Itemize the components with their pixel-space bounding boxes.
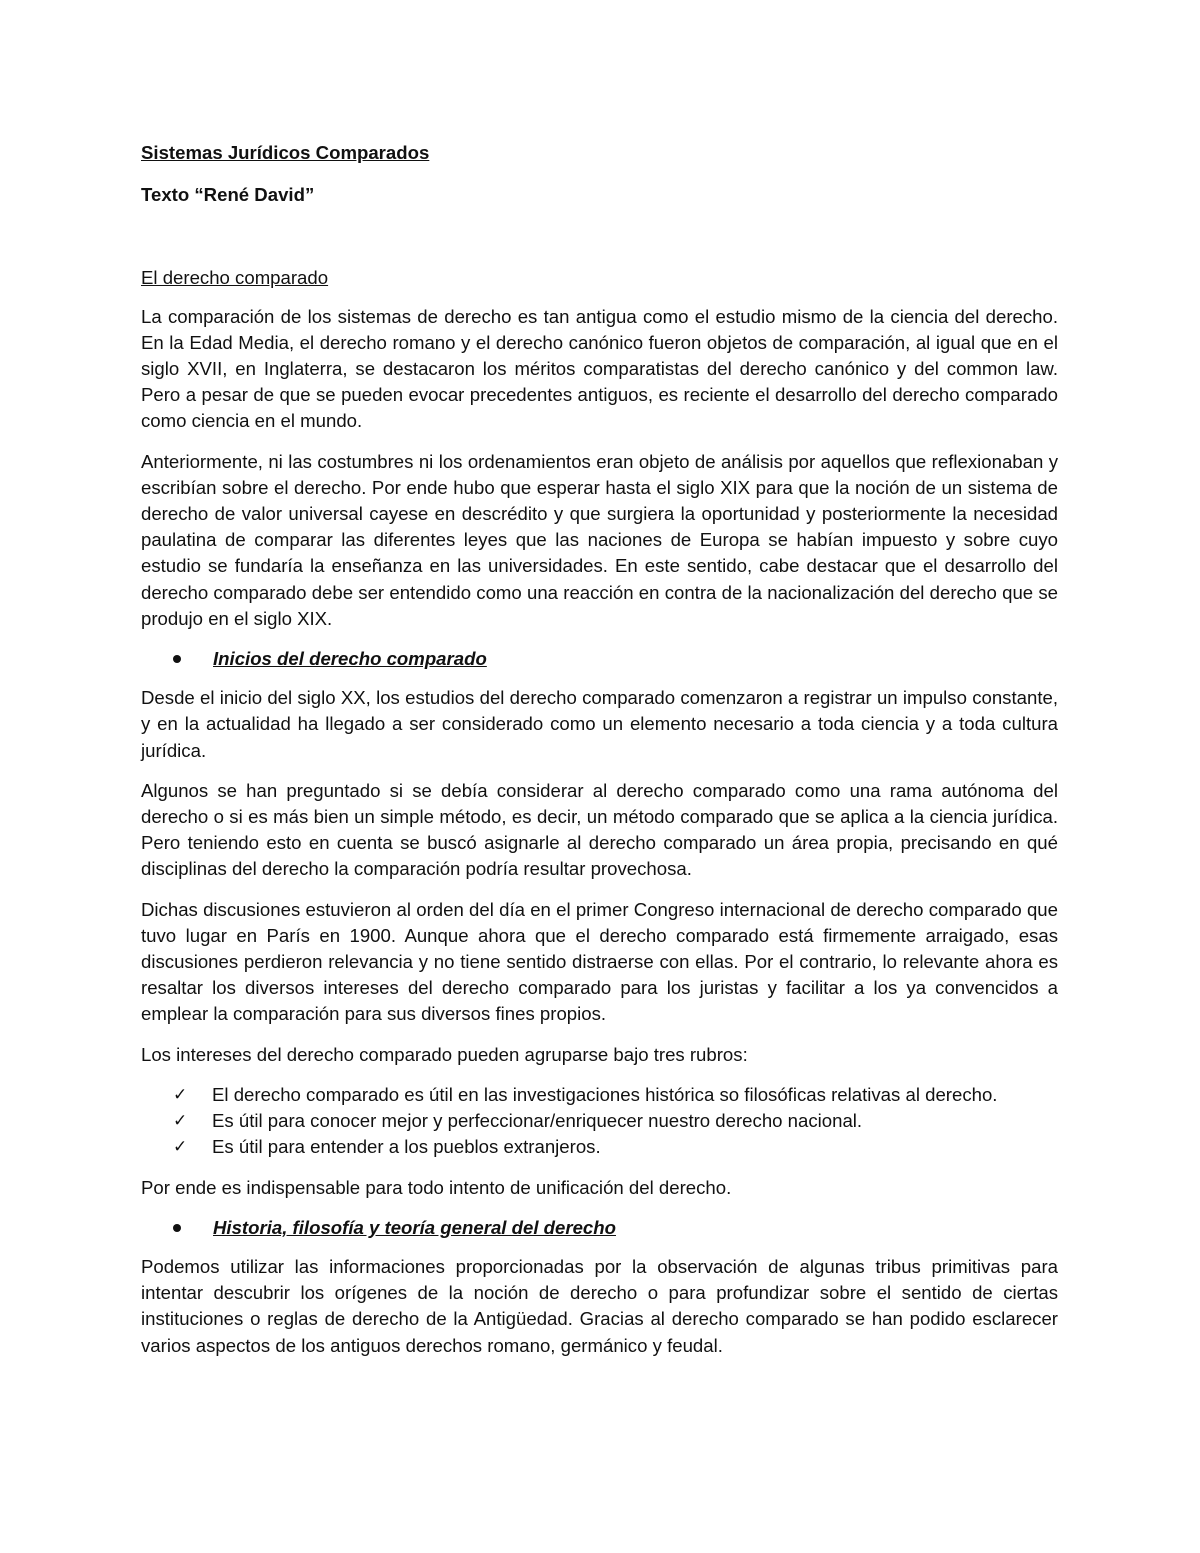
bullet-heading-label: Inicios del derecho comparado [213,648,487,670]
checkmark-icon: ✓ [173,1084,188,1105]
document-page [141,140,1058,1373]
bullet-heading-label: Historia, filosofía y teoría general del derecho [213,1216,616,1238]
paragraph: Los intereses del derecho comparado pueden agruparse bajo tres rubros: [141,1043,748,1065]
paragraph: Podemos utilizar las informaciones proporcionadas por la observación de algunas tribus primitivas para intentar descubrir los orígenes de la noción de derecho o para profundizar sobre el sentido de ciertas instituciones o reglas de derecho de la Antigüedad. Gracias al derecho comparado se han podido esclarecer varios aspectos de los antiguos derechos romano, germánico y feudal. [141,1255,1058,1356]
bullet-dot-icon [173,1224,181,1232]
document-subtitle: Texto “René David” [141,184,315,206]
checkmark-icon: ✓ [173,1111,188,1132]
bullet-heading-historia [141,1215,1058,1241]
check-item-text: El derecho comparado es útil en las investigaciones histórica so filosóficas relativas al derecho. [212,1083,998,1105]
check-list-item [141,1134,1058,1160]
checkmark-icon: ✓ [173,1137,188,1158]
paragraph: Algunos se han preguntado si se debía considerar al derecho comparado como una rama autónoma del derecho o si es más bien un simple método, es decir, un método comparado que se aplica a la ciencia jurídica. Pero teniendo esto en cuenta se buscó asignarle al derecho comparado un área propia, precisando en qué disciplinas del derecho la comparación podría resultar provechosa. [141,779,1058,880]
document-title: Sistemas Jurídicos Comparados [141,142,430,163]
check-list-item [141,1082,1058,1108]
bullet-heading-inicios [141,646,1058,672]
paragraph: Anteriormente, ni las costumbres ni los ordenamientos eran objeto de análisis por aquellos que reflexionaban y escribían sobre el derecho. Por ende hubo que esperar hasta el siglo XIX para que la noción de un sistema de derecho de valor universal cayese en descrédito y que surgiera la oportunidad y posteriormente la necesidad paulatina de comparar las diferentes leyes que las naciones de Europa se habían impuesto y sobre cuyo estudio se fundaría la enseñanza en las universidades. En este sentido, cabe destacar que el desarrollo del derecho comparado debe ser entendido como una reacción en contra de la nacionalización del derecho que se produjo en el siglo XIX. [141,450,1058,629]
paragraph: La comparación de los sistemas de derecho es tan antigua como el estudio mismo de la ciencia del derecho. En la Edad Media, el derecho romano y el derecho canónico fueron objetos de comparación, al igual que en el siglo XVII, en Inglaterra, se destacaron los méritos comparatistas del derecho canónico y del common law. Pero a pesar de que se pueden evocar precedentes antiguos, es reciente el desarrollo del derecho comparado como ciencia en el mundo. [141,305,1058,432]
paragraph: Dichas discusiones estuvieron al orden del día en el primer Congreso internacional de derecho comparado que tuvo lugar en París en 1900. Aunque ahora que el derecho comparado está firmemente arraigado, esas discusiones perdieron relevancia y no tiene sentido distraerse con ellas. Por el contrario, lo relevante ahora es resaltar los diversos intereses del derecho comparado para los juristas y facilitar a los ya convencidos a emplear la comparación para sus diversos fines propios. [141,898,1058,1025]
paragraph: Por ende es indispensable para todo intento de unificación del derecho. [141,1176,732,1198]
paragraph: Desde el inicio del siglo XX, los estudios del derecho comparado comenzaron a registrar un impulso constante, y en la actualidad ha llegado a ser considerado como un elemento necesario a toda ciencia y a toda cultura jurídica. [141,687,1058,761]
check-list-item [141,1108,1058,1134]
check-list [141,1082,1058,1161]
check-item-text: Es útil para entender a los pueblos extranjeros. [212,1136,601,1158]
section-heading: El derecho comparado [141,267,329,289]
bullet-dot-icon [173,655,181,663]
check-item-text: Es útil para conocer mejor y perfeccionar/enriquecer nuestro derecho nacional. [212,1110,863,1132]
